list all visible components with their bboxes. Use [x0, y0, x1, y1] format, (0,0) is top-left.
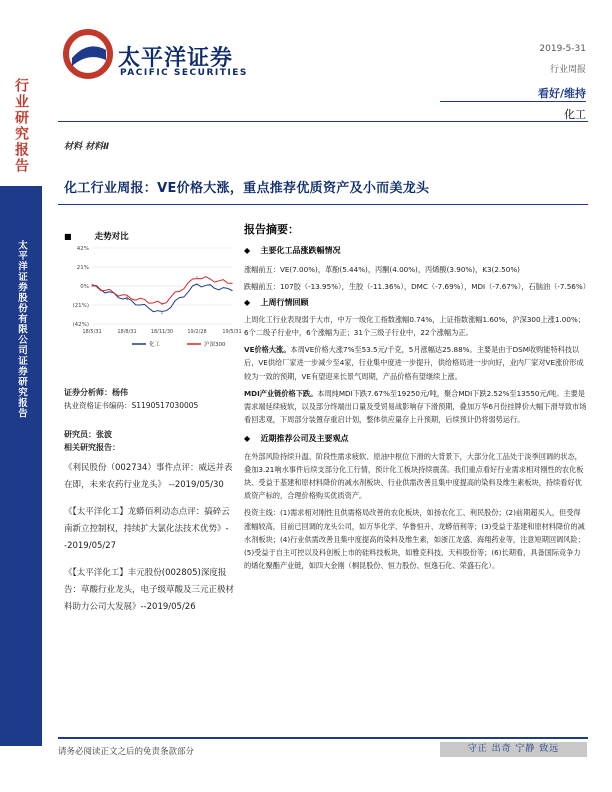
title-rule: [58, 204, 588, 205]
legend-label: 化工: [149, 342, 161, 348]
diamond-icon: ◆: [244, 246, 251, 255]
footer-rule: [58, 737, 588, 739]
report-category-label: 行业研究报告: [13, 78, 29, 174]
diamond-icon: ◆: [244, 297, 251, 307]
y-tick-label: 21%: [76, 265, 89, 271]
summary-heading: 报告摘要：: [244, 223, 299, 236]
disclaimer-note: 请务必阅读正文之后的免责条款部分: [58, 747, 195, 757]
data-point: [231, 283, 232, 284]
report-date: 2019-5-31: [539, 44, 586, 54]
mdi-label: MDI产业链价格下跌。: [244, 388, 318, 398]
y-tick-label: 42%: [76, 246, 89, 252]
mdi-text: 本周纯MDI下跌7.67%至19250元/吨，聚合MDI下跌2.52%至13550元/吨。主要是需求端延续疲软，以及部分终端出口量及受贸易战影响存下滑预期，叠加万华6月份挂牌价大幅下滑导致市场看回悲观，下周部分装置存重启计划，整体供应量存上升预期，后续预计仍将弱势运行。: [244, 388, 587, 425]
rating: 看好/维持: [537, 87, 586, 100]
y-tick-label: (21%): [72, 303, 89, 309]
x-tick-label: 18/8/31: [117, 329, 137, 335]
diamond-icon: ◆: [244, 434, 251, 444]
pacific-logo-icon: [62, 28, 114, 80]
x-tick-label: 19/2/28: [187, 329, 207, 335]
researcher-label: 研究员：: [64, 430, 96, 439]
series-line: [92, 277, 232, 304]
related-item[interactable]: 《【太平洋化工】龙蟒佰利动态点评：搞碎云南新立控制权，持续扩大氯化法技术优势》--2019/05/27: [64, 507, 230, 551]
market-review: 上周化工行业表现弱于大市，中万一级化工指数涨幅0.74%，上证指数涨幅1.60%，沪深300上涨1.00%；6个二级子行业中，6个涨幅为正；31个三级子行业中，22个涨幅为正。: [244, 314, 585, 338]
trend-heading: 走势对比: [94, 232, 129, 242]
section-title: 上周行情回顾: [260, 297, 309, 307]
views-paragraph: 在外部风险持续升温、阶段性需求疲软、原油中枢位下滑的大背景下，大部分化工品处于淡季回调的状态，叠加3.21响水事件后续支部分化工行情，预计化工板块持续震荡。我们重点看好行业需求相对刚性的农化板块、受益于基建和原材料降价的减水剂板块、行业供需改善且集中度提高的染料及维生素板块，持续看好优质资产标的，合理价格购买优质资产。: [244, 451, 584, 501]
related-item[interactable]: 《【太平洋化工】丰元股份(002805)深度报告：草酸行业龙头，电子级草酸及三元正极材料助力公司大发展》--2019/05/26: [64, 568, 235, 612]
sector-label: 化工: [564, 108, 586, 121]
fall-list: 跌幅前五：107胶（-13.95%），生胶（-11.36%），DMC（-7.69%），MDI（-7.67%），石脑油（-7.56%）: [244, 282, 590, 292]
company-name-en: PACIFIC SECURITIES: [120, 68, 248, 78]
y-tick-label: (42%): [72, 322, 89, 328]
header-rule-full: [58, 121, 588, 122]
trend-chart: [62, 240, 242, 358]
data-point: [196, 276, 197, 277]
section-title: 近期推荐公司及主要观点: [260, 434, 349, 444]
analyst-cert: 执业资格证书编码：S1190517030005: [64, 401, 199, 410]
report-title: 化工行业周报：VE价格大涨，重点推荐优质资产及小而美龙头: [64, 181, 430, 196]
related-heading: 相关研究报告：: [64, 443, 120, 452]
company-vertical-label: 太平洋证券股份有限公司证券研究报告: [16, 240, 27, 419]
subtitle: 材料 材料Ⅱ: [64, 142, 110, 152]
header-rule: [440, 101, 586, 102]
data-point: [126, 296, 127, 297]
section-title: 主要化工品涨跌幅情况: [260, 246, 341, 255]
x-tick-label: 19/5/31: [222, 329, 242, 335]
y-tick-label: 0%: [80, 284, 89, 290]
rise-list: 涨幅前五：VE(7.00%)，革酚(5.44%)，丙酮(4.00%)，丙烯酸(3.90%)，K3(2.50%): [244, 265, 520, 275]
researcher-name: 张波: [96, 430, 112, 439]
company-motto: 守正 出奇 宁静 致远: [440, 742, 587, 757]
data-point: [161, 313, 162, 314]
data-point: [231, 290, 232, 291]
data-point: [161, 303, 162, 304]
x-tick-label: 18/11/30: [150, 329, 174, 335]
investment-lines: 投资主线：(1)需求相对刚性且供需格局改善的农化板块，如扬农化工、利民股份；(2)前期超买入，但受得涨幅较高，目前已回调的龙头公司，如万华化学、华鲁恒升、龙蟒佰利等；(3)受益于基建和原材料降价的减水剂板块；(4)行业供需改善且集中度提高的染料及维生素，如浙江龙盛、海翔药业等，注意短期回调风险；(5)受益于自主可控以及科创板上市的硅料技板块，如雅克科技、天科股份等；(6)长期看，具备国际竞争力的烯化聚酯产业链，如四大金刚（桐昆股份、恒力股份、恒逸石化、荣盛石化）。: [244, 508, 585, 571]
trend-bullet: ■: [64, 232, 72, 241]
data-point: [126, 299, 127, 300]
ve-text: 本周VE价格大涨7%至53.5元/千克，5月涨幅达25.88%。主要是由于DSM收购能特科技以后，VE供给厂家进一步减少至4家，行业集中度进一步提升，供给格局进一步向好，业内厂家对VE涨价形成较为一致的预期，VE有望迎来长景气周期，产品价格有望继续上涨。: [244, 345, 584, 381]
series-line: [92, 284, 232, 312]
report-type: 行业周报: [549, 65, 586, 75]
analyst-name: 杨伟: [112, 388, 128, 397]
data-point: [91, 285, 92, 286]
related-item[interactable]: 《利民股份（002734）事件点评：威远并表在即，未来农药行业龙头》 --2019/05/30: [64, 463, 233, 490]
data-point: [196, 284, 197, 285]
ve-label: VE价格大涨。: [244, 345, 291, 355]
analyst-label: 证券分析师：: [64, 388, 112, 397]
legend-label: 沪深300: [204, 342, 226, 348]
x-tick-label: 18/5/31: [82, 329, 102, 335]
company-name: 太平洋证券: [118, 46, 234, 71]
